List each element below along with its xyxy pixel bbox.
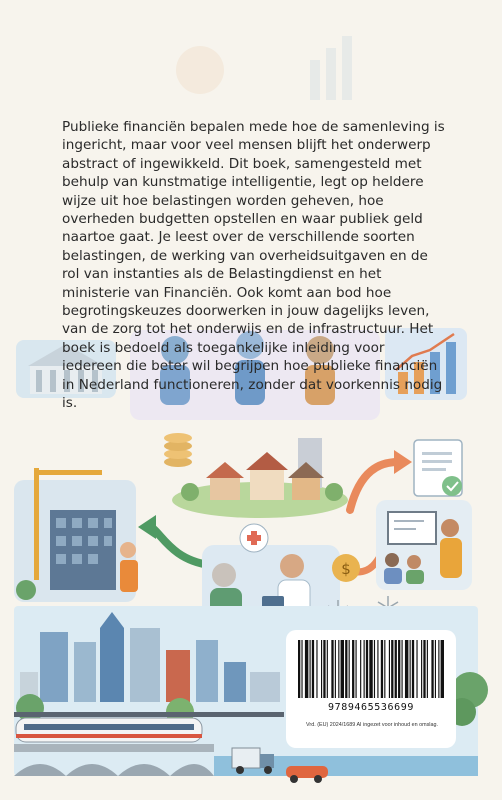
barcode-stripe: [391, 640, 393, 698]
faint-chart-icon: [176, 36, 352, 100]
barcode-stripe: [381, 640, 383, 698]
barcode-stripe: [298, 640, 300, 698]
barcode-stripe: [338, 640, 339, 698]
document-check-icon: [414, 440, 462, 496]
car-icon: [286, 766, 328, 783]
barcode-stripe: [377, 640, 378, 698]
barcode-stripe: [327, 640, 328, 698]
barcode-stripe: [438, 640, 439, 698]
coin-icon: [332, 554, 360, 582]
barcode-bars: [298, 640, 444, 698]
barcode-stripe: [410, 640, 411, 698]
flow-arrow-green: [150, 527, 210, 565]
barcode-stripe: [364, 640, 365, 698]
barcode-stripe: [389, 640, 390, 698]
barcode-stripe: [405, 640, 408, 698]
barcode-stripe: [395, 640, 397, 698]
back-cover-blurb: Publieke financiën bepalen mede hoe de samenleving is ingericht, maar voor veel mensen blijft het onderwerp abstract of ingewikkeld. Dit boek, samengesteld met behulp van kunstmatige intelligentie, legt op heldere wijze uit hoe belastingen worden geheven, hoe overheden budgetten opstellen en waar publiek geld naartoe gaat. Je leest over de verschillende soorten belastingen, de werking van overheidsuitgaven en de rol van instanties als de Belastingdienst en het ministerie van Financiën. Ook komt aan bod hoe begrotingskeuzes doorwerken in jouw dagelijks leven, van de zorg tot het onderwijs en de infrastructuur. Het boek is bedoeld als toegankelijke inleiding voor iedereen die beter wil begrijpen hoe publieke financiën in Nederland functioneren, zonder dat voorkennis nodig is.: [62, 119, 445, 412]
barcode-stripe: [335, 640, 336, 698]
barcode-stripe: [412, 640, 414, 698]
svg-text:$: $: [341, 560, 351, 578]
barcode-stripe: [369, 640, 372, 698]
barcode-stripe: [345, 640, 347, 698]
barcode-stripe: [331, 640, 333, 698]
barcode-stripe: [310, 640, 311, 698]
barcode-stripe: [360, 640, 361, 698]
barcode-stripe: [349, 640, 350, 698]
barcode-stripe: [427, 640, 428, 698]
construction-site-icon: [14, 468, 138, 602]
barcode-stripe: [431, 640, 433, 698]
barcode-stripe: [421, 640, 422, 698]
barcode-stripe: [384, 640, 385, 698]
isbn-number: 9789465536699: [327, 702, 415, 713]
barcode-stripe: [312, 640, 314, 698]
barcode-stripe: [423, 640, 425, 698]
barcode-stripe: [435, 640, 436, 698]
barcode-stripe: [402, 640, 403, 698]
barcode-stripe: [352, 640, 354, 698]
barcode-stripe: [316, 640, 317, 698]
barcode-stripe: [321, 640, 322, 698]
barcode-stripe: [416, 640, 417, 698]
barcode-label: [286, 630, 456, 748]
barcode-stripe: [374, 640, 375, 698]
barcode-stripe: [366, 640, 368, 698]
barcode-stripe: [398, 640, 400, 698]
barcode-stripe: [356, 640, 357, 698]
barcode-stripe: [441, 640, 444, 698]
ai-legal-note: Vrd. (EU) 2024/1689 AI ingezet voor inhoud en omslag.: [306, 722, 438, 728]
houses-icon: [172, 438, 348, 518]
barcode-stripe: [305, 640, 308, 698]
barcode-stripe: [323, 640, 325, 698]
barcode-stripe: [301, 640, 302, 698]
barcode-stripe: [341, 640, 344, 698]
classroom-icon: [376, 500, 472, 590]
